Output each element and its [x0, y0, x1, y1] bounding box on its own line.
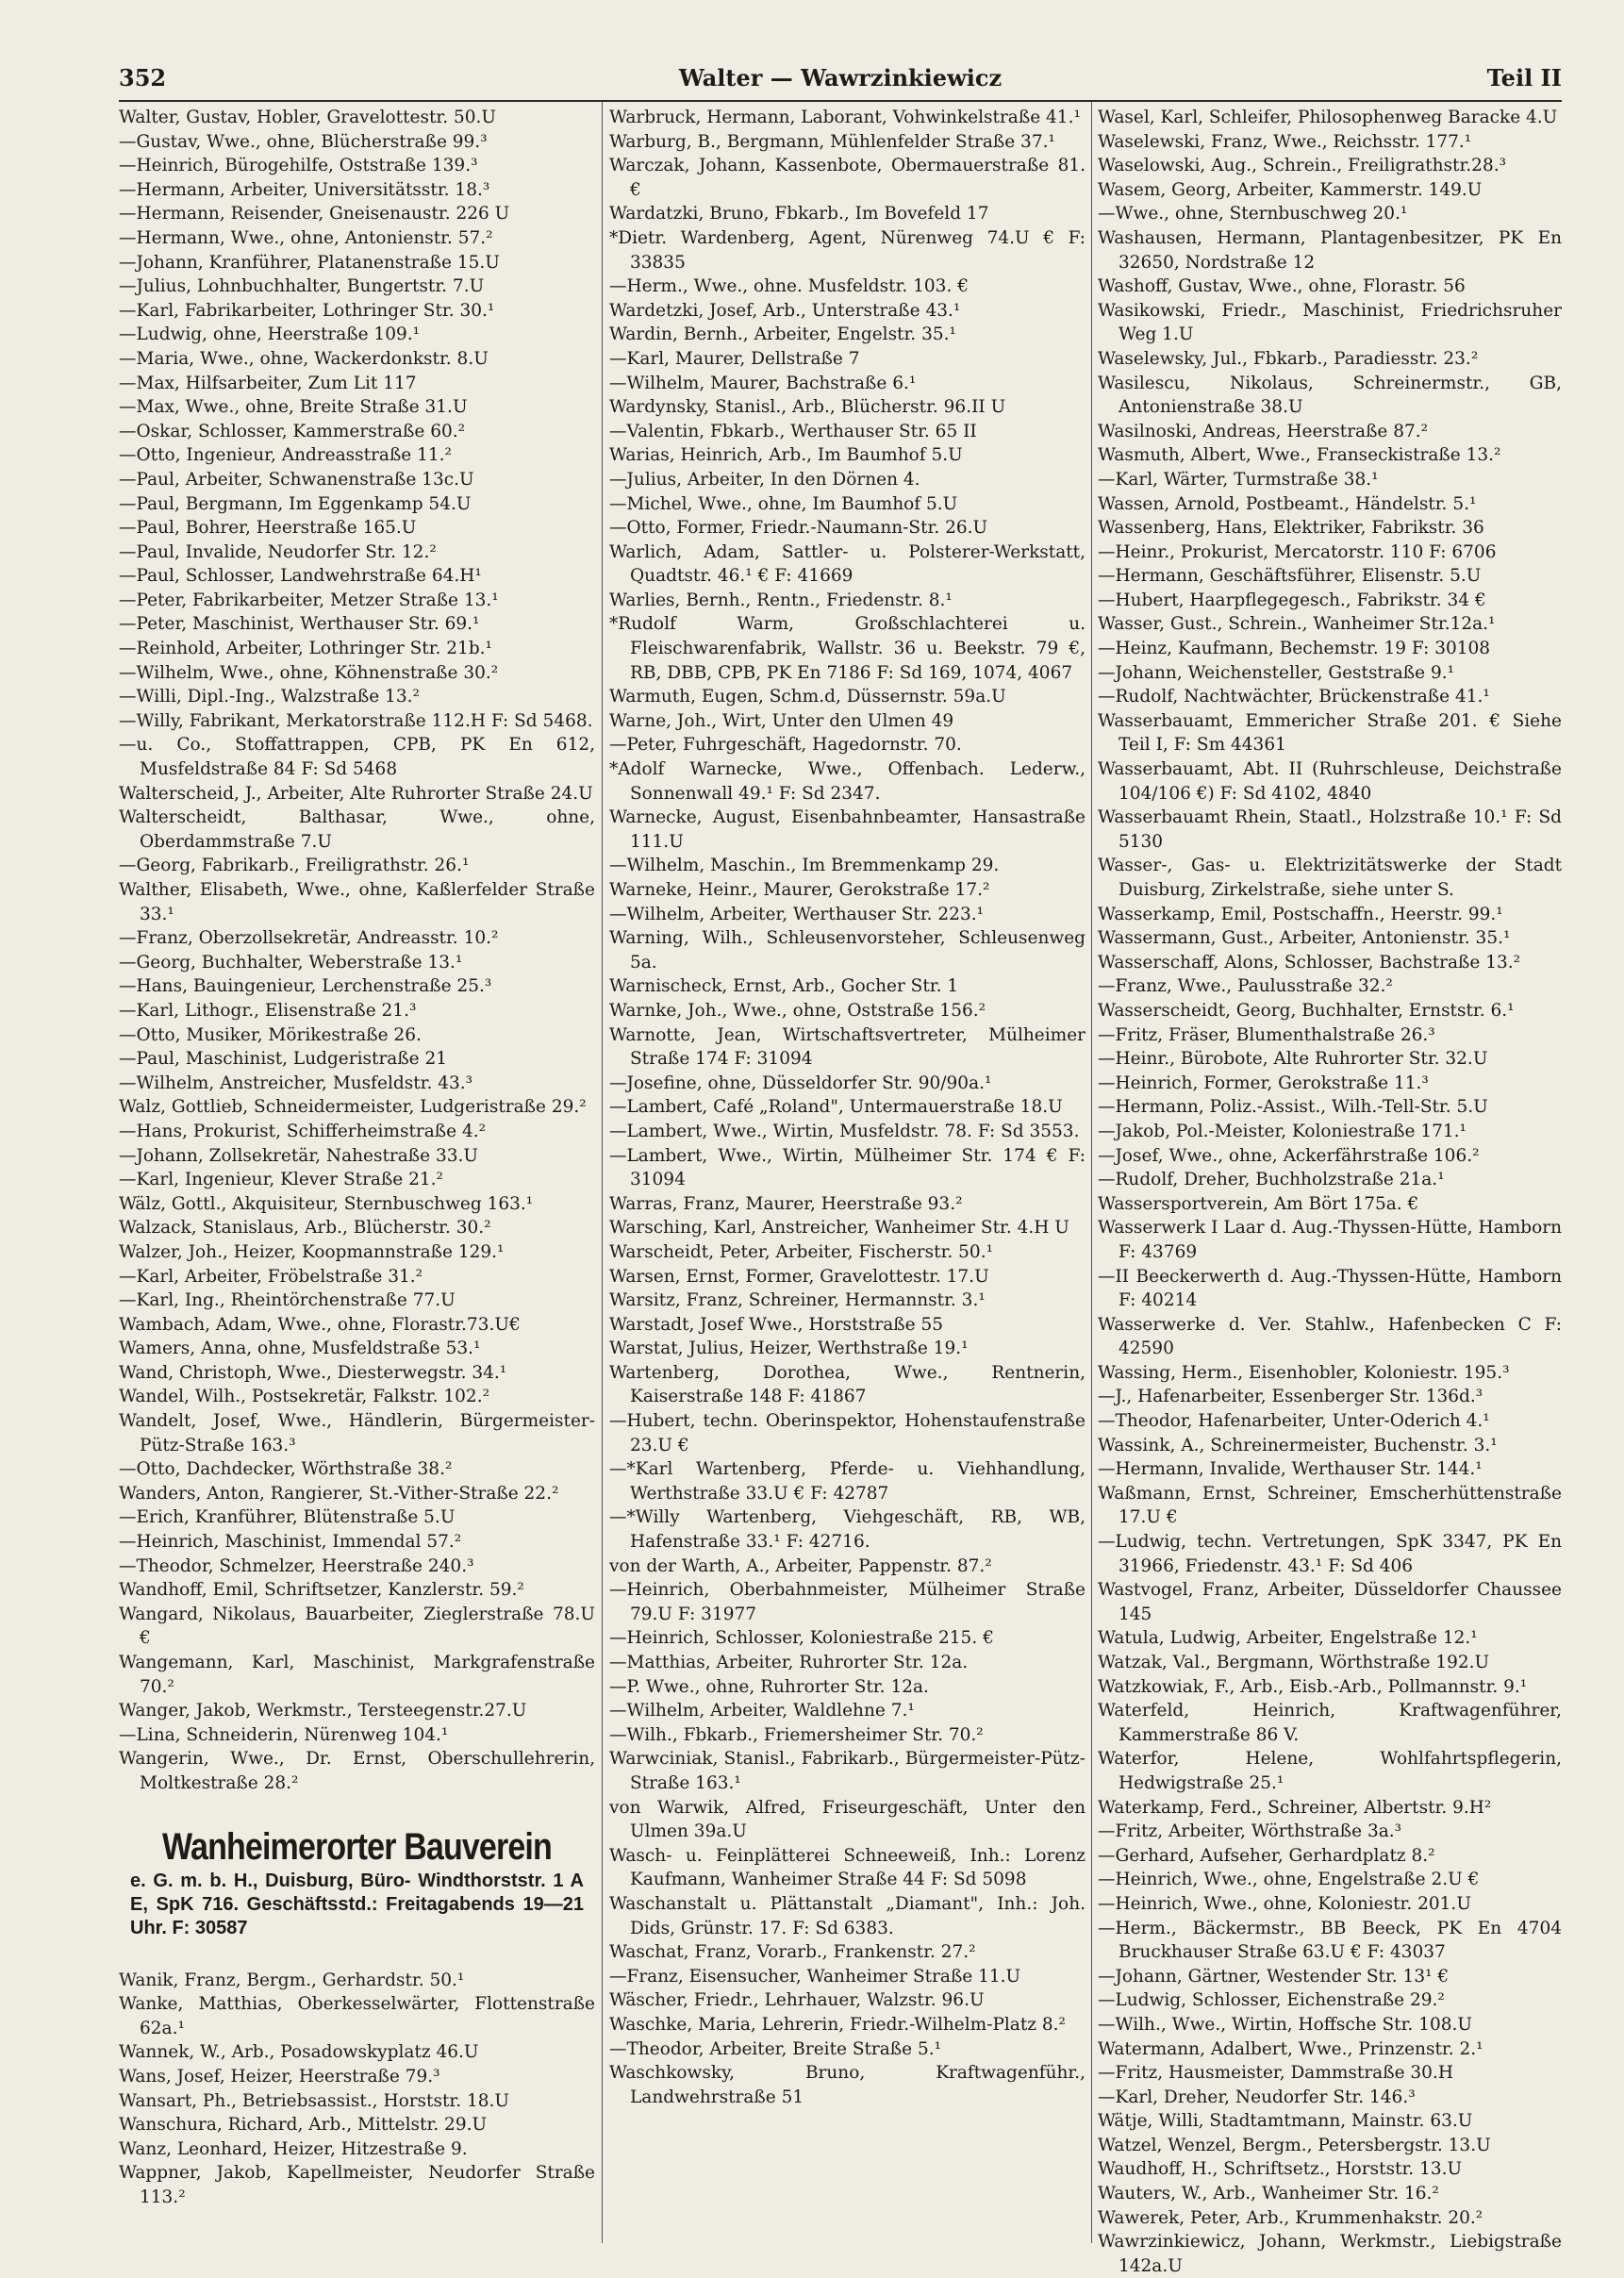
- directory-entry: —Otto, Musiker, Mörikestraße 26.: [119, 1024, 422, 1045]
- directory-entry: —Hermann, Reisender, Gneisenaustr. 226 U: [119, 204, 510, 224]
- directory-entry: —*Willy Wartenberg, Viehgeschäft, RB, WB, Hafenstraße 33.¹ F: 42716.: [609, 1507, 1085, 1553]
- directory-entry: —Fritz, Arbeiter, Wörthstraße 3a.³: [1098, 1821, 1402, 1842]
- directory-entry: Waterkamp, Ferd., Schreiner, Albertstr. 9.H²: [1098, 1797, 1492, 1818]
- ad-title: Wanheimerorter Bauverein: [162, 1825, 552, 1868]
- directory-entry: —Hans, Bauingenieur, Lerchenstraße 25.³: [119, 976, 492, 997]
- directory-entry: —Rudolf, Nachtwächter, Brückenstraße 41.¹: [1098, 687, 1490, 707]
- directory-entry: —Johann, Gärtner, Westender Str. 13¹ €: [1098, 1966, 1450, 1987]
- directory-entry: —Paul, Invalide, Neudorfer Str. 12.²: [119, 541, 437, 562]
- directory-entry: Wasch- u. Feinplätterei Schneeweiß, Inh.: Lorenz Kaufmann, Wanheimer Straße 44 F: Sd 5098: [609, 1845, 1085, 1890]
- directory-entry: —Max, Wwe., ohne, Breite Straße 31.U: [119, 397, 468, 418]
- directory-entry: Wardetzki, Josef, Arb., Unterstraße 43.¹: [609, 300, 961, 321]
- directory-entry: —Paul, Maschinist, Ludgeristraße 21: [119, 1049, 448, 1070]
- directory-entry: Wälz, Gottl., Akquisiteur, Sternbuschweg 163.¹: [119, 1193, 534, 1214]
- directory-entry: —Gustav, Wwe., ohne, Blücherstraße 99.³: [119, 131, 488, 152]
- directory-entry: Wardynsky, Stanisl., Arb., Blücherstr. 96.II U: [609, 397, 1006, 418]
- directory-entry: Washoff, Gustav, Wwe., ohne, Florastr. 56: [1098, 276, 1466, 297]
- directory-entry: —Valentin, Fbkarb., Werthauser Str. 65 II: [609, 421, 977, 441]
- directory-entry: —Heinrich, Wwe., ohne, Engelstraße 2.U €: [1098, 1870, 1480, 1890]
- directory-entry: —Heinrich, Former, Gerokstraße 11.³: [1098, 1072, 1429, 1093]
- directory-entry: —Theodor, Schmelzer, Heerstraße 240.³: [119, 1555, 474, 1576]
- directory-entry: Wanz, Leonhard, Heizer, Hitzestraße 9.: [119, 2138, 468, 2159]
- directory-entry: —Hubert, techn. Oberinspektor, Hohenstaufenstraße 23.U €: [609, 1411, 1085, 1455]
- header-rule: [119, 100, 1562, 102]
- directory-entry: Watzel, Wenzel, Bergm., Petersbergstr. 13.U: [1098, 2135, 1491, 2155]
- directory-entry: *Rudolf Warm, Großschlachterei u. Fleischwarenfabrik, Wallstr. 36 u. Beekstr. 79 €, RB, DBB, CPB, PK En 7186 F: Sd 169, 1074, 4067: [609, 614, 1085, 683]
- directory-entry: —Karl, Dreher, Neudorfer Str. 146.³: [1098, 2087, 1416, 2107]
- directory-entry: Wandhoff, Emil, Schriftsetzer, Kanzlerstr. 59.²: [119, 1580, 524, 1601]
- directory-entry: —Fritz, Hausmeister, Dammstraße 30.H: [1098, 2063, 1453, 2084]
- directory-entry: von der Warth, A., Arbeiter, Pappenstr. 87.²: [609, 1555, 992, 1576]
- directory-entry: —Paul, Arbeiter, Schwanenstraße 13c.U: [119, 469, 474, 490]
- directory-entry: —Heinr., Prokurist, Mercatorstr. 110 F: 6706: [1098, 541, 1497, 562]
- directory-entry: Wassing, Herm., Eisenhobler, Koloniestr. 195.³: [1098, 1362, 1510, 1383]
- directory-entry: Wasserkamp, Emil, Postschaffn., Heerstr. 99.¹: [1098, 904, 1503, 924]
- directory-entry: Waschke, Maria, Lehrerin, Friedr.-Wilhelm-Platz 8.²: [609, 2014, 1066, 2035]
- directory-entry: Wätje, Willi, Stadtamtmann, Mainstr. 63.U: [1098, 2111, 1473, 2132]
- directory-entry: Wastvogel, Franz, Arbeiter, Düsseldorfer Chaussee 145: [1098, 1580, 1562, 1624]
- directory-entry: —Karl, Ing., Rheintörchenstraße 77.U: [119, 1290, 456, 1311]
- directory-entry: —*Karl Wartenberg, Pferde- u. Viehhandlung, Werthstraße 33.U € F: 42787: [609, 1459, 1085, 1504]
- directory-entry: Wangemann, Karl, Maschinist, Markgrafenstraße 70.²: [119, 1653, 595, 1697]
- directory-entry: —Erich, Kranführer, Blütenstraße 5.U: [119, 1507, 456, 1528]
- ad-text: e. G. m. b. H., Duisburg, Büro- Windthorststr. 1 A E, SpK 716. Geschäftsstd.: Freitagabends 19—21 Uhr. F: 30587: [130, 1870, 584, 1938]
- directory-entry: Wasser-, Gas- u. Elektrizitätswerke der Stadt Duisburg, Zirkelstraße, siehe unter S.: [1098, 856, 1562, 900]
- directory-entry: Wangerin, Wwe., Dr. Ernst, Oberschullehrerin, Moltkestraße 28.²: [119, 1749, 595, 1793]
- directory-entry: Wans, Josef, Heizer, Heerstraße 79.³: [119, 2066, 440, 2087]
- directory-entry: Wangard, Nikolaus, Bauarbeiter, Zieglerstraße 78.U €: [119, 1604, 595, 1649]
- directory-entry: Warburg, B., Bergmann, Mühlenfelder Straße 37.¹: [609, 131, 1055, 152]
- directory-entry: —Peter, Maschinist, Werthauser Str. 69.¹: [119, 614, 480, 635]
- directory-entry: Wasserbauamt, Emmericher Straße 201. € Siehe Teil I, F: Sm 44361: [1098, 710, 1562, 756]
- directory-entry: —Franz, Wwe., Paulusstraße 32.²: [1098, 976, 1393, 997]
- directory-entry: —Karl, Wärter, Turmstraße 38.¹: [1098, 469, 1379, 490]
- directory-entry: Wartenberg, Dorothea, Wwe., Rentnerin, Kaiserstraße 148 F: 41867: [609, 1362, 1085, 1407]
- directory-entry: Wardin, Bernh., Arbeiter, Engelstr. 35.¹: [609, 324, 956, 345]
- directory-entry: —Peter, Fuhrgeschäft, Hagedornstr. 70.: [609, 735, 962, 756]
- directory-entry: Watzak, Val., Bergmann, Wörthstraße 192.U: [1098, 1653, 1490, 1672]
- directory-entry: —Heinrich, Wwe., ohne, Koloniestr. 201.U: [1098, 1893, 1471, 1914]
- directory-entry: —Paul, Bergmann, Im Eggenkamp 54.U: [119, 493, 472, 514]
- directory-entry: Walz, Gottlieb, Schneidermeister, Ludgeristraße 29.²: [119, 1097, 587, 1118]
- directory-entry: —Josef, Wwe., ohne, Ackerfährstraße 106.²: [1098, 1145, 1480, 1166]
- directory-entry: Warras, Franz, Maurer, Heerstraße 93.²: [609, 1193, 963, 1214]
- directory-entry: —Johann, Zollsekretär, Nahestraße 33.U: [119, 1145, 478, 1166]
- directory-entry: Warnischeck, Ernst, Arb., Gocher Str. 1: [609, 976, 959, 997]
- directory-entry: von Warwik, Alfred, Friseurgeschäft, Unter den Ulmen 39a.U: [609, 1797, 1085, 1842]
- directory-entry: Wasserscheidt, Georg, Buchhalter, Ernststr. 6.¹: [1098, 1000, 1515, 1021]
- page-number: 352: [119, 64, 167, 91]
- directory-entry: Watzkowiak, F., Arb., Eisb.-Arb., Pollmannstr. 9.¹: [1098, 1676, 1528, 1697]
- directory-entry: —Josefine, ohne, Düsseldorfer Str. 90/90a.¹: [609, 1072, 992, 1093]
- directory-entry: —Karl, Ingenieur, Klever Straße 21.²: [119, 1170, 443, 1190]
- directory-entry: —Willi, Dipl.-Ing., Walzstraße 13.²: [119, 687, 420, 707]
- directory-entry: Waselowski, Aug., Schrein., Freiligrathstr.28.³: [1098, 156, 1507, 176]
- directory-entry: Wauters, W., Arb., Wanheimer Str. 16.²: [1098, 2184, 1439, 2204]
- directory-entry: —Otto, Former, Friedr.-Naumann-Str. 26.U: [609, 518, 988, 539]
- directory-entry: —Ludwig, Schlosser, Eichenstraße 29.²: [1098, 1990, 1445, 2011]
- directory-entry: Warnotte, Jean, Wirtschaftsvertreter, Mülheimer Straße 174 F: 31094: [609, 1024, 1085, 1070]
- directory-entry: —Hubert, Haarpflegegesch., Fabrikstr. 34 €: [1098, 590, 1486, 610]
- directory-entry: Waßmann, Ernst, Schreiner, Emscherhüttenstraße 17.U €: [1098, 1483, 1562, 1528]
- directory-entry: —Franz, Eisensucher, Wanheimer Straße 11.U: [609, 1966, 1021, 1987]
- directory-entry: Warning, Wilh., Schleusenvorsteher, Schleusenweg 5a.: [609, 928, 1085, 973]
- directory-entry: Warsitz, Franz, Schreiner, Hermannstr. 3.¹: [609, 1290, 986, 1311]
- directory-entry: —Rudolf, Dreher, Buchholzstraße 21a.¹: [1098, 1170, 1445, 1190]
- directory-entry: Warwciniak, Stanisl., Fabrikarb., Bürgermeister-Pütz-Straße 163.¹: [609, 1749, 1085, 1793]
- directory-entry: —Michel, Wwe., ohne, Im Baumhof 5.U: [609, 493, 958, 514]
- directory-entry: —Oskar, Schlosser, Kammerstraße 60.²: [119, 421, 466, 441]
- directory-entry: —Lambert, Wwe., Wirtin, Musfeldstr. 78. F: Sd 3553.: [609, 1121, 1080, 1141]
- directory-entry: —Heinr., Bürobote, Alte Ruhrorter Str. 32.U: [1098, 1049, 1488, 1070]
- directory-entry: Wansart, Ph., Betriebsassist., Horststr. 18.U: [119, 2090, 510, 2111]
- directory-entry: Wassen, Arnold, Postbeamt., Händelstr. 5.¹: [1098, 493, 1477, 514]
- directory-entry: Warnke, Joh., Wwe., ohne, Oststraße 156.²: [609, 1000, 986, 1021]
- page-header: [119, 64, 1562, 98]
- directory-entry: Wasser, Gust., Schrein., Wanheimer Str.12a.¹: [1098, 614, 1496, 635]
- directory-entry: —Franz, Oberzollsekretär, Andreasstr. 10.²: [119, 928, 499, 949]
- directory-entry: —Paul, Schlosser, Landwehrstraße 64.H¹: [119, 566, 482, 587]
- directory-entry: Wasserwerke d. Ver. Stahlw., Hafenbecken C F: 42590: [1098, 1314, 1562, 1359]
- directory-entry: Wassink, A., Schreinermeister, Buchenstr. 3.¹: [1098, 1435, 1498, 1455]
- directory-entry: —Heinrich, Maschinist, Immendal 57.²: [119, 1532, 462, 1553]
- directory-entry: —J., Hafenarbeiter, Essenberger Str. 136d.³: [1098, 1387, 1483, 1407]
- directory-entry: Wamers, Anna, ohne, Musfeldstraße 53.¹: [119, 1339, 481, 1359]
- directory-entry: —Hermann, Poliz.-Assist., Wilh.-Tell-Str. 5.U: [1098, 1097, 1488, 1118]
- directory-entry: *Dietr. Wardenberg, Agent, Nürenweg 74.U € F: 33835: [609, 227, 1085, 273]
- directory-entry: Warczak, Johann, Kassenbote, Obermauerstraße 81. €: [609, 156, 1085, 200]
- column-3: [1098, 106, 1562, 2278]
- directory-entry: Waschkowsky, Bruno, Kraftwagenführ., Landwehrstraße 51: [609, 2063, 1085, 2107]
- directory-entry: Wanik, Franz, Bergm., Gerhardstr. 50.¹: [119, 1970, 465, 1990]
- directory-entry: —Reinhold, Arbeiter, Lothringer Str. 21b.¹: [119, 639, 492, 659]
- directory-entry: Wasilnoski, Andreas, Heerstraße 87.²: [1098, 421, 1429, 441]
- directory-entry: Wandel, Wilh., Postsekretär, Falkstr. 102.²: [119, 1387, 489, 1407]
- directory-entry: Waselewski, Franz, Wwe., Reichsstr. 177.¹: [1098, 131, 1472, 152]
- directory-entry: Wäscher, Friedr., Lehrhauer, Walzstr. 96.U: [609, 1990, 985, 2011]
- directory-entry: —Wilhelm, Wwe., ohne, Köhnenstraße 30.²: [119, 662, 499, 683]
- directory-entry: —Karl, Fabrikarbeiter, Lothringer Str. 30.¹: [119, 300, 495, 321]
- directory-entry: Wanger, Jakob, Werkmstr., Tersteegenstr.27.U: [119, 1701, 527, 1721]
- directory-entry: —Otto, Dachdecker, Wörthstraße 38.²: [119, 1459, 453, 1480]
- directory-entry: —Matthias, Arbeiter, Ruhrorter Str. 12a.: [609, 1653, 969, 1672]
- directory-entry: —Theodor, Arbeiter, Breite Straße 5.¹: [609, 2038, 942, 2059]
- directory-entry: *Adolf Warnecke, Wwe., Offenbach. Lederw., Sonnenwall 49.¹ F: Sd 2347.: [609, 759, 1085, 804]
- page-title: Walter — Wawrzinkiewicz: [678, 64, 1003, 91]
- directory-entry: —Heinrich, Oberbahnmeister, Mülheimer Straße 79.U F: 31977: [609, 1580, 1085, 1624]
- directory-entry: Walterscheid, J., Arbeiter, Alte Ruhrorter Straße 24.U: [119, 783, 593, 804]
- directory-entry: —Wilhelm, Maschin., Im Bremmenkamp 29.: [609, 856, 1000, 876]
- directory-entry: Walterscheidt, Balthasar, Wwe., ohne, Oberdammstraße 7.U: [119, 807, 595, 852]
- directory-entry: Wasilescu, Nikolaus, Schreinermstr., GB, Antonienstraße 38.U: [1098, 373, 1562, 418]
- directory-entry: —Wilhelm, Anstreicher, Musfeldstr. 43.³: [119, 1072, 473, 1093]
- part-label: Teil II: [1486, 64, 1562, 91]
- directory-entry: —Max, Hilfsarbeiter, Zum Lit 117: [119, 373, 417, 393]
- directory-entry: Wasem, Georg, Arbeiter, Kammerstr. 149.U: [1098, 179, 1483, 200]
- directory-entry: —Wilh., Wwe., Wirtin, Hoffsche Str. 108.U: [1098, 2014, 1472, 2035]
- directory-entry: Wassermann, Gust., Arbeiter, Antonienstr. 35.¹: [1098, 928, 1511, 949]
- directory-entry: Walzer, Joh., Heizer, Koopmannstraße 129.¹: [119, 1241, 505, 1262]
- directory-entry: Waschat, Franz, Vorarb., Frankenstr. 27.²: [609, 1942, 976, 1963]
- directory-entry: —Fritz, Fräser, Blumenthalstraße 26.³: [1098, 1024, 1435, 1045]
- directory-entry: Wasel, Karl, Schleifer, Philosophenweg Baracke 4.U: [1098, 108, 1558, 127]
- directory-entry: Watermann, Adalbert, Wwe., Prinzenstr. 2.¹: [1098, 2038, 1483, 2059]
- directory-entry: Waterfor, Helene, Wohlfahrtspflegerin, Hedwigstraße 25.¹: [1098, 1749, 1562, 1793]
- directory-entry: Walther, Elisabeth, Wwe., ohne, Kaßlerfelder Straße 33.¹: [119, 880, 595, 924]
- directory-entry: —Heinz, Kaufmann, Bechemstr. 19 F: 30108: [1098, 639, 1491, 659]
- directory-entry: Wambach, Adam, Wwe., ohne, Florastr.73.U€: [119, 1314, 521, 1335]
- directory-entry: —Peter, Fabrikarbeiter, Metzer Straße 13.¹: [119, 590, 499, 610]
- directory-entry: —Herm., Bäckermstr., BB Beeck, PK En 4704 Bruckhauser Straße 63.U € F: 43037: [1098, 1918, 1562, 1963]
- directory-entry: Wassersportverein, Am Bört 175a. €: [1098, 1193, 1419, 1214]
- directory-entry: —Theodor, Hafenarbeiter, Unter-Oderich 4.¹: [1098, 1411, 1490, 1432]
- column-1: [119, 106, 595, 2210]
- directory-entry: Warbruck, Hermann, Laborant, Vohwinkelstraße 41.¹: [609, 108, 1081, 127]
- directory-entry: —Lina, Schneiderin, Nürenweg 104.¹: [119, 1724, 449, 1745]
- advertisement: [119, 1824, 595, 1940]
- directory-entry: —Lambert, Café „Roland", Untermauerstraße 18.U: [609, 1097, 1063, 1118]
- directory-entry: —P. Wwe., ohne, Ruhrorter Str. 12a.: [609, 1676, 929, 1697]
- directory-entry: Warnecke, August, Eisenbahnbeamter, Hansastraße 111.U: [609, 807, 1085, 852]
- directory-entry: —Paul, Bohrer, Heerstraße 165.U: [119, 518, 417, 539]
- directory-entry: —Jakob, Pol.-Meister, Koloniestraße 171.¹: [1098, 1121, 1467, 1141]
- directory-entry: —Gerhard, Aufseher, Gerhardplatz 8.²: [1098, 1845, 1435, 1866]
- directory-entry: —Karl, Maurer, Dellstraße 7: [609, 348, 860, 369]
- directory-entry: —Johann, Kranführer, Platanenstraße 15.U: [119, 252, 500, 273]
- directory-entry: Walzack, Stanislaus, Arb., Blücherstr. 30.²: [119, 1218, 491, 1239]
- directory-entry: —Hans, Prokurist, Schifferheimstraße 4.²: [119, 1121, 487, 1141]
- directory-entry: —II Beeckerwerth d. Aug.-Thyssen-Hütte, Hamborn F: 40214: [1098, 1266, 1562, 1311]
- directory-entry: Wannek, W., Arb., Posadowskyplatz 46.U: [119, 2042, 479, 2063]
- directory-entry: —Wilhelm, Arbeiter, Waldlehne 7.¹: [609, 1701, 915, 1721]
- directory-entry: Warsching, Karl, Anstreicher, Wanheimer Str. 4.H U: [609, 1218, 1069, 1239]
- directory-entry: —Julius, Arbeiter, In den Dörnen 4.: [609, 469, 920, 490]
- directory-entry: Warlies, Bernh., Rentn., Friedenstr. 8.¹: [609, 590, 953, 610]
- directory-entry: Wawrzinkiewicz, Johann, Werkmstr., Liebigstraße 142a.U: [1098, 2232, 1562, 2276]
- directory-entry: Waselewsky, Jul., Fbkarb., Paradiesstr. 23.²: [1098, 348, 1479, 369]
- directory-entry: —Maria, Wwe., ohne, Wackerdonkstr. 8.U: [119, 348, 489, 369]
- directory-entry: —Wilh., Fbkarb., Friemersheimer Str. 70.²: [609, 1724, 984, 1745]
- directory-entry: —Wwe., ohne, Sternbuschweg 20.¹: [1098, 204, 1408, 224]
- directory-entry: Wassenberg, Hans, Elektriker, Fabrikstr. 36: [1098, 518, 1484, 539]
- directory-entry: Wasmuth, Albert, Wwe., Franseckistraße 13.²: [1098, 445, 1501, 466]
- directory-entry: —Georg, Fabrikarb., Freiligrathstr. 26.¹: [119, 856, 470, 876]
- directory-entry: —Willy, Fabrikant, Merkatorstraße 112.H F: Sd 5468.: [119, 710, 593, 731]
- directory-entry: Warneke, Heinr., Maurer, Gerokstraße 17.²: [609, 880, 990, 900]
- directory-entry: Wandelt, Josef, Wwe., Händlerin, Bürgermeister-Pütz-Straße 163.³: [119, 1411, 595, 1455]
- directory-entry: Warlich, Adam, Sattler- u. Polsterer-Werkstatt, Quadtstr. 46.¹ € F: 41669: [609, 541, 1085, 587]
- directory-entry: —u. Co., Stoffattrappen, CPB, PK En 612, Musfeldstraße 84 F: Sd 5468: [119, 735, 595, 780]
- directory-entry: —Hermann, Wwe., ohne, Antonienstr. 57.²: [119, 227, 493, 248]
- directory-entry: —Hermann, Geschäftsführer, Elisenstr. 5.U: [1098, 566, 1482, 587]
- directory-entry: Waschanstalt u. Plättanstalt „Diamant", Inh.: Joh. Dids, Grünstr. 17. F: Sd 6383.: [609, 1893, 1085, 1938]
- directory-entry: Wardatzki, Bruno, Fbkarb., Im Bovefeld 17: [609, 204, 989, 224]
- directory-entry: —Hermann, Invalide, Werthauser Str. 144.¹: [1098, 1459, 1483, 1480]
- directory-entry: Warstat, Julius, Heizer, Werthstraße 19.¹: [609, 1339, 969, 1359]
- directory-entry: Walter, Gustav, Hobler, Gravelottestr. 50.U: [119, 108, 496, 127]
- directory-entry: —Wilhelm, Arbeiter, Werthauser Str. 223.¹: [609, 904, 985, 924]
- directory-entry: Wappner, Jakob, Kapellmeister, Neudorfer Straße 113.²: [119, 2163, 595, 2207]
- directory-entry: —Heinrich, Schlosser, Koloniestraße 215. €: [609, 1628, 994, 1649]
- directory-entry: Warias, Heinrich, Arb., Im Baumhof 5.U: [609, 445, 963, 466]
- directory-entry: Wanschura, Richard, Arb., Mittelstr. 29.U: [119, 2115, 488, 2136]
- directory-entry: Waudhoff, H., Schriftsetz., Horststr. 13.U: [1098, 2159, 1463, 2180]
- directory-entry: Warscheidt, Peter, Arbeiter, Fischerstr. 50.¹: [609, 1241, 993, 1262]
- column-divider: [1091, 102, 1092, 2243]
- directory-entry: —Georg, Buchhalter, Weberstraße 13.¹: [119, 952, 463, 973]
- directory-entry: Watula, Ludwig, Arbeiter, Engelstraße 12.¹: [1098, 1628, 1478, 1649]
- directory-entry: —Herm., Wwe., ohne. Musfeldstr. 103. €: [609, 276, 969, 297]
- directory-entry: Wawerek, Peter, Arb., Krummenhakstr. 20.²: [1098, 2207, 1483, 2228]
- directory-entry: —Ludwig, techn. Vertretungen, SpK 3347, PK En 31966, Friedenstr. 43.¹ F: Sd 406: [1098, 1532, 1562, 1576]
- directory-entry: Washausen, Hermann, Plantagenbesitzer, PK En 32650, Nordstraße 12: [1098, 227, 1562, 273]
- directory-entry: —Otto, Ingenieur, Andreasstraße 11.²: [119, 445, 452, 466]
- column-divider: [602, 102, 603, 2243]
- directory-entry: Warmuth, Eugen, Schm.d, Düssernstr. 59a.U: [609, 687, 1006, 707]
- directory-entry: Wand, Christoph, Wwe., Diesterwegstr. 34.¹: [119, 1362, 507, 1383]
- directory-entry: Warstadt, Josef Wwe., Horststraße 55: [609, 1314, 944, 1335]
- directory-entry: —Lambert, Wwe., Wirtin, Mülheimer Str. 174 € F: 31094: [609, 1145, 1085, 1190]
- directory-entry: Warsen, Ernst, Former, Gravelottestr. 17.U: [609, 1266, 989, 1287]
- directory-entry: —Ludwig, ohne, Heerstraße 109.¹: [119, 324, 421, 345]
- directory-entry: Wanders, Anton, Rangierer, St.-Vither-Straße 22.²: [119, 1483, 559, 1504]
- directory-entry: Wanke, Matthias, Oberkesselwärter, Flottenstraße 62a.¹: [119, 1994, 595, 2038]
- directory-entry: —Karl, Lithogr., Elisenstraße 21.³: [119, 1000, 417, 1021]
- directory-entry: —Johann, Weichensteller, Geststraße 9.¹: [1098, 662, 1455, 683]
- directory-entry: Waterfeld, Heinrich, Kraftwagenführer, Kammerstraße 86 V.: [1098, 1701, 1562, 1745]
- directory-entry: —Hermann, Arbeiter, Universitätsstr. 18.³: [119, 179, 490, 200]
- directory-entry: Wasserbauamt, Abt. II (Ruhrschleuse, Deichstraße 104/106 €) F: Sd 4102, 4840: [1098, 759, 1562, 804]
- column-2: [609, 106, 1085, 2109]
- directory-entry: —Julius, Lohnbuchhalter, Bungertstr. 7.U: [119, 276, 485, 297]
- directory-entry: —Heinrich, Bürogehilfe, Oststraße 139.³: [119, 156, 478, 176]
- directory-entry: Wasikowski, Friedr., Maschinist, Friedrichsruher Weg 1.U: [1098, 300, 1562, 345]
- directory-entry: —Karl, Arbeiter, Fröbelstraße 31.²: [119, 1266, 423, 1287]
- directory-entry: Wasserschaff, Alons, Schlosser, Bachstraße 13.²: [1098, 952, 1521, 973]
- directory-entry: Warne, Joh., Wirt, Unter den Ulmen 49: [609, 710, 954, 731]
- directory-entry: Wasserbauamt Rhein, Staatl., Holzstraße 10.¹ F: Sd 5130: [1098, 807, 1562, 852]
- directory-entry: Wasserwerk I Laar d. Aug.-Thyssen-Hütte, Hamborn F: 43769: [1098, 1218, 1562, 1262]
- directory-entry: —Wilhelm, Maurer, Bachstraße 6.¹: [609, 373, 917, 393]
